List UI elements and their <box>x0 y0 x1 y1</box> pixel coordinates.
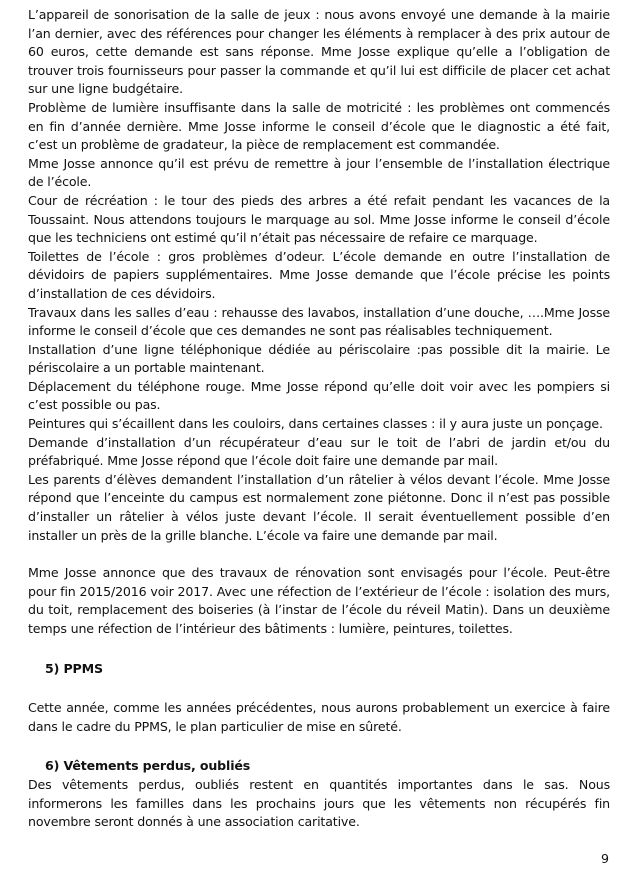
paragraph-phone-line: Installation d’une ligne téléphonique dédiée au périscolaire :pas possible dit la mairie. Le périscolaire a un portable maintenant. <box>28 341 610 376</box>
spacer <box>28 678 610 699</box>
paragraph-red-phone: Déplacement du téléphone rouge. Mme Josse répond qu’elle doit voir avec les pompiers si c’est possible ou pas. <box>28 378 610 413</box>
page-content <box>28 6 610 832</box>
paragraph-renovation: Mme Josse annonce que des travaux de rénovation sont envisagés pour l’école. Peut-être pour fin 2015/2016 voir 2017. Avec une réfection de l’extérieur de l’école : isolation des murs, du toit, remplacement des boiseries (à l’instar de l’école du réveil Matin). Dans un deuxième temps une réfection de l’intérieur des bâtiments : lumière, peintures, toilettes. <box>28 565 610 636</box>
paragraph-toilets: Toilettes de l’école : gros problèmes d’odeur. L’école demande en outre l’installation de dévidoirs de papiers supplémentaires. Mme Josse demande que l’école précise les points d’installation de ces dévidoirs. <box>28 248 610 301</box>
paragraph-bike-rack: Les parents d’élèves demandent l’installation d’un râtelier à vélos devant l’école. Mme Josse répond que l’enceinte du campus est normalement zone piétonne. Donc il n’est pas possible d’installer un râtelier à vélos juste devant l’école. Il serait éventuellement possible d’en installer un près de la grille blanche. L’école va faire une demande par mail. <box>28 471 610 543</box>
paragraph-lighting: Problème de lumière insuffisante dans la salle de motricité : les problèmes ont commencés en fin d’année dernière. Mme Josse informe le conseil d’école que le diagnostic a été fait, c’est un problème de gradateur, la pièce de remplacement est commandée. <box>28 99 610 153</box>
page-number: 9 <box>600 851 609 866</box>
paragraph-lost-clothes: Des vêtements perdus, oubliés restent en quantités importantes dans le sas. Nous informerons les familles dans les prochains jours que les vêtements non récupérés fin novembre seront donnés à une association caritative. <box>28 776 610 830</box>
spacer <box>28 639 610 660</box>
spacer <box>28 545 610 564</box>
paragraph-electrical: Mme Josse annonce qu’il est prévu de remettre à jour l’ensemble de l’installation électrique de l’école. <box>28 155 610 190</box>
section-heading-ppms: 5) PPMS <box>45 660 103 676</box>
paragraph-washrooms: Travaux dans les salles d’eau : rehausse des lavabos, installation d’une douche, ….Mme Josse informe le conseil d’école que ces demandes ne sont pas réalisables techniquement. <box>28 304 610 339</box>
paragraph-ppms: Cette année, comme les années précédentes, nous aurons probablement un exercice à faire dans le cadre du PPMS, le plan particulier de mise en sûreté. <box>28 700 610 734</box>
paragraph-sound-system: L’appareil de sonorisation de la salle de jeux : nous avons envoyé une demande à la mairie l’an dernier, avec des références pour changer les éléments à remplacer à des prix autour de 60 euros, cette demande est sans réponse. Mme Josse explique qu’elle a l’obligation de trouver trois fournisseurs pour passer la commande et qu’il lui est difficile de placer cet achat sur une ligne budgétaire. <box>28 7 610 97</box>
section-heading-lost-clothes: 6) Vêtements perdus, oubliés <box>45 758 251 774</box>
paragraph-water-collector: Demande d’installation d’un récupérateur d’eau sur le toit de l’abri de jardin et/ou du préfabriqué. Mme Josse répond que l’école doit faire une demande par mail. <box>28 434 610 469</box>
paragraph-playground: Cour de récréation : le tour des pieds des arbres a été refait pendant les vacances de la Toussaint. Nous attendons toujours le marquage au sol. Mme Josse informe le conseil d’école que les techniciens ont estimé qu’il n’était pas nécessaire de refaire ce marquage. <box>28 192 610 246</box>
paragraph-paint: Peintures qui s’écaillent dans les couloirs, dans certaines classes : il y aura juste un ponçage. <box>28 416 603 432</box>
spacer <box>28 736 610 757</box>
